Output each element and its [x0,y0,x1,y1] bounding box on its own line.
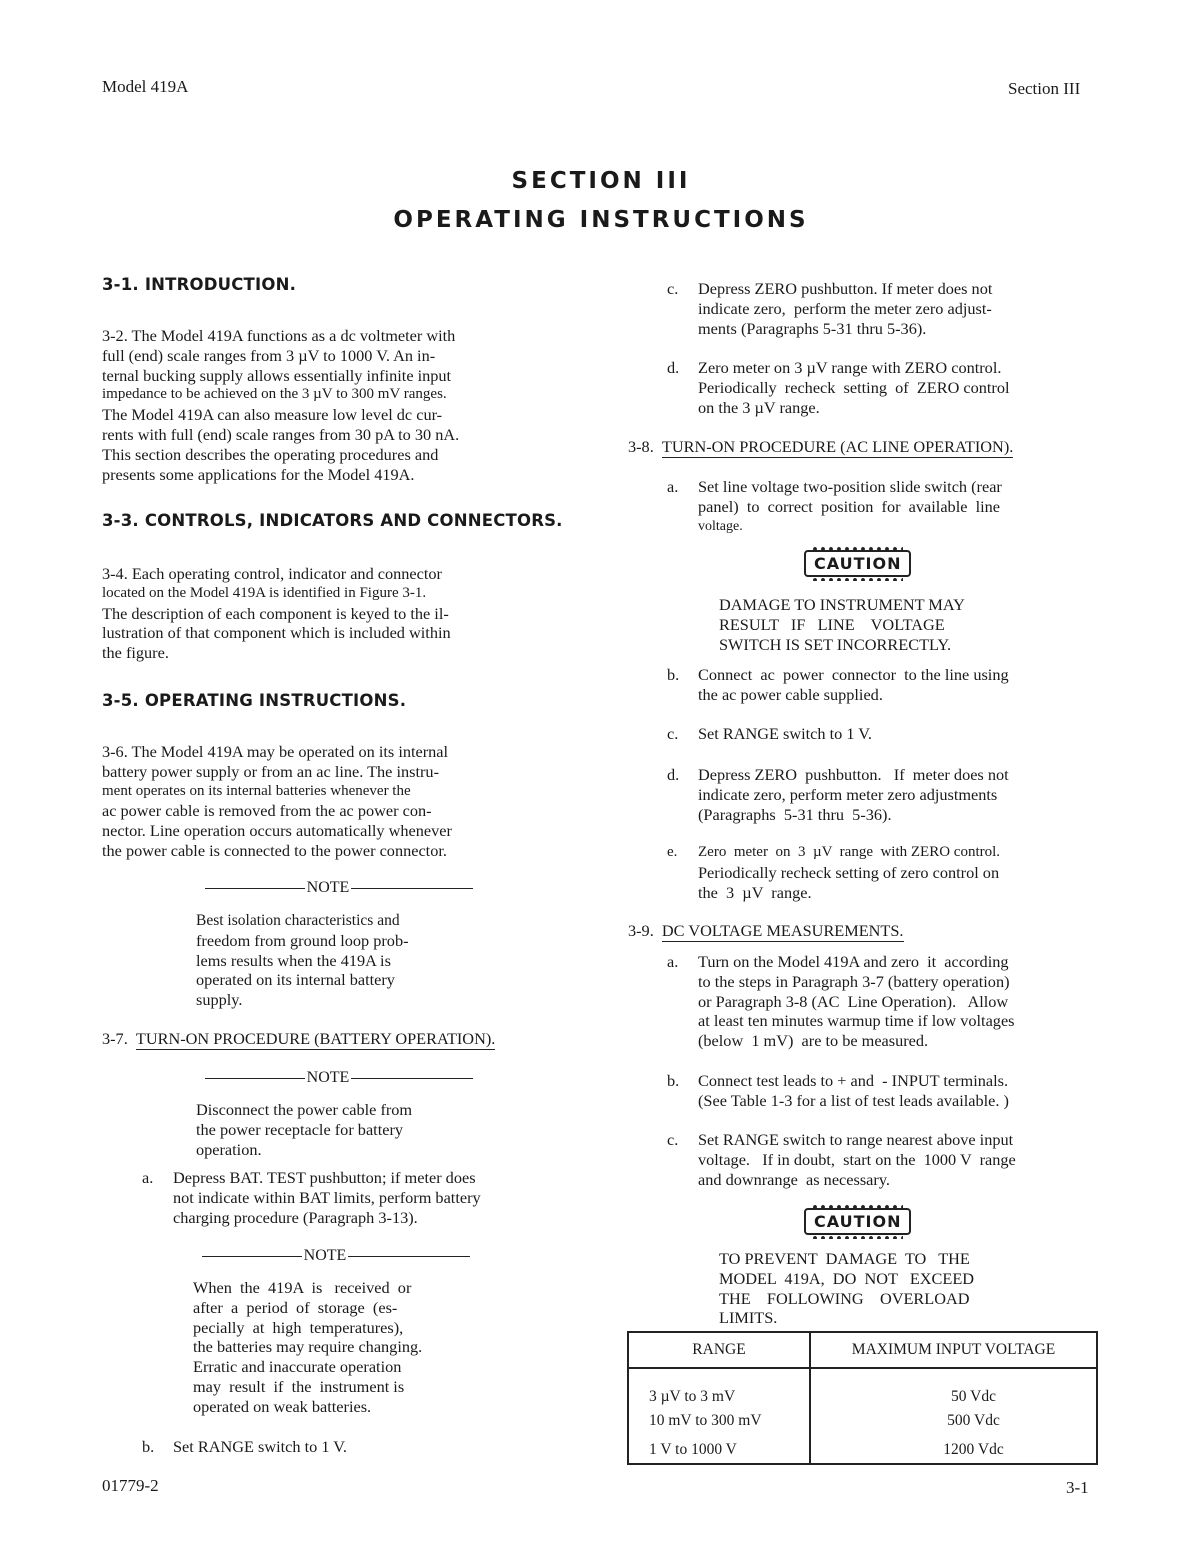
text-line: 3-4. Each operating control, indicator and connector [102,564,442,583]
text-line: indicate zero, perform meter zero adjustments [698,784,998,804]
text-line: Set RANGE switch to range nearest above input [698,1130,1014,1149]
text-line: The Model 419A can also measure low level dc cur- [102,405,443,425]
note-rule [205,888,305,889]
step-c-dc [667,1130,1112,1189]
note-label: NOTE [303,1247,347,1264]
step-a-line [667,477,1107,536]
text-line: LIMITS. [719,1308,778,1328]
text-line: (See Table 1-3 for a list of test leads available. ) [698,1090,1009,1110]
step-b-battery [142,1437,347,1457]
text-line: Turn on the Model 419A and zero it according [698,952,1009,971]
text-line: TO PREVENT DAMAGE TO THE [719,1249,970,1268]
range-cell: 1 V to 1000 V [628,1436,810,1464]
text-line: Set line voltage two-position slide switch (rear [698,477,1002,496]
max-voltage-cell: 50 Vdc [810,1368,1097,1406]
overload-limits-table [627,1331,1098,1465]
section-subtitle: OPERATING INSTRUCTIONS [393,207,809,233]
step-a-battery [142,1168,592,1227]
note-rule [202,1256,302,1257]
procedure-title: TURN-ON PROCEDURE (AC LINE OPERATION). [661,437,1014,456]
text-line: Periodically recheck setting of ZERO control [698,377,1010,397]
step-d-line [667,765,1107,824]
text-line: may result if the instrument is [193,1376,405,1396]
paragraph-number: 3-8. [628,437,654,456]
text-line: Connect test leads to + and - INPUT terminals. [698,1071,1009,1090]
text-line: DAMAGE TO INSTRUMENT MAY [719,595,965,614]
note-rule [351,1078,473,1079]
note-disconnect [196,1100,496,1159]
text-line: indicate zero, perform the meter zero adjust- [698,298,992,318]
step-label: c. [667,1130,679,1149]
column-header-range: RANGE [628,1332,810,1368]
text-line: impedance to be achieved on the 3 µV to 300 mV ranges. [102,386,447,403]
step-c-line [667,724,872,744]
text-line: at least ten minutes warmup time if low voltages [698,1011,1015,1031]
text-line: operated on weak batteries. [193,1396,372,1416]
note-rule [351,888,473,889]
text-line: Zero meter on 3 µV range with ZERO control. [698,358,1002,377]
header-model: Model 419A [102,77,189,96]
note-label: NOTE [306,1069,350,1086]
table-header-row [628,1332,1097,1368]
caution-badge: CAUTION [804,550,911,577]
text-line: the batteries may require changing. [193,1337,423,1357]
note-label: NOTE [306,879,350,896]
heading-controls: 3-3. CONTROLS, INDICATORS AND CONNECTORS. [102,511,563,530]
text-line: battery power supply or from an ac line. The instru- [102,761,439,781]
range-cell: 10 mV to 300 mV [628,1406,810,1436]
text-line: Erratic and inaccurate operation [193,1357,402,1377]
text-line: operated on its internal battery [196,970,395,990]
text-line: pecially at high temperatures), [193,1317,404,1337]
text-line: ments (Paragraphs 5-31 thru 5-36). [698,318,927,338]
text-line: or Paragraph 3-8 (AC Line Operation). Allow [698,991,1009,1011]
range-cell: 3 µV to 3 mV [628,1368,810,1406]
step-label: a. [667,952,679,971]
text-line: The description of each component is keyed to the il- [102,603,449,623]
text-line: MODEL 419A, DO NOT EXCEED [719,1268,975,1288]
text-line: supply. [196,990,243,1010]
table-row [628,1436,1097,1464]
step-label: b. [142,1437,155,1456]
text-line: ac power cable is removed from the ac power con- [102,801,432,821]
text-line: rents with full (end) scale ranges from 30 pA to 30 nA. [102,424,460,444]
text-line: the ac power cable supplied. [698,684,883,704]
caution-line-voltage [719,595,1019,654]
step-label: e. [667,844,678,860]
paragraph-3-4 [102,564,574,663]
note-rule [348,1256,470,1257]
paragraph-number: 3-9. [628,921,654,940]
note-rule [205,1078,305,1079]
table-row [628,1406,1097,1436]
procedure-3-9-heading [628,921,904,941]
text-line: not indicate within BAT limits, perform battery [173,1187,481,1207]
footer-page-number: 3-1 [1066,1478,1089,1497]
text-line: ternal bucking supply allows essentially infinite input [102,365,452,385]
text-line: after a period of storage (es- [193,1297,398,1317]
caution-overload [719,1249,1039,1328]
text-line: located on the Model 419A is identified in Figure 3-1. [102,584,427,601]
text-line: Connect ac power connector to the line using [698,665,1009,684]
note-isolation [196,911,496,1010]
procedure-title: DC VOLTAGE MEASUREMENTS. [661,921,904,940]
text-line: the power receptacle for battery [196,1119,404,1139]
text-line: This section describes the operating procedures and [102,444,439,464]
text-line: voltage. If in doubt, start on the 1000 V range [698,1149,1016,1169]
text-line: When the 419A is received or [193,1278,412,1297]
step-label: b. [667,1071,680,1090]
text-line: lustration of that component which is included within [102,623,451,643]
text-line: the figure. [102,643,169,663]
text-line: Depress ZERO pushbutton. If meter does not [698,765,1009,784]
text-line: freedom from ground loop prob- [196,930,409,950]
text-line: Depress BAT. TEST pushbutton; if meter does [173,1168,476,1187]
text-line: 3-2. The Model 419A functions as a dc voltmeter with [102,326,456,345]
procedure-3-8-heading [628,437,1013,457]
heading-operating-instructions: 3-5. OPERATING INSTRUCTIONS. [102,691,407,710]
note-batteries [193,1278,503,1417]
step-label: c. [667,724,679,743]
caution-badge: CAUTION [804,1208,911,1235]
step-e-line [667,843,1107,902]
text-line: Periodically recheck setting of zero control on [698,862,1000,882]
step-label: d. [667,358,680,377]
table-row [628,1368,1097,1406]
note-header [191,1247,481,1265]
max-voltage-cell: 1200 Vdc [810,1436,1097,1464]
text-line: Disconnect the power cable from [196,1100,413,1119]
footer-doc-number: 01779-2 [102,1476,159,1495]
note-header [194,879,484,897]
text-line: (Paragraphs 5-31 thru 5-36). [698,804,892,824]
text-line: operation. [196,1139,262,1159]
step-label: c. [667,279,679,298]
paragraph-number: 3-7. [102,1029,128,1048]
step-label: b. [667,665,680,684]
text-line: on the 3 µV range. [698,397,820,417]
text-line: the power cable is connected to the power connector. [102,840,447,860]
text-line: ment operates on its internal batteries whenever the [102,782,411,799]
paragraph-3-6 [102,742,574,861]
step-c-zero [667,279,1107,338]
text-line: Depress ZERO pushbutton. If meter does not [698,279,993,298]
max-voltage-cell: 500 Vdc [810,1406,1097,1436]
step-label: a. [142,1168,154,1187]
text-line: voltage. [698,518,743,534]
text-line: Set RANGE switch to 1 V. [173,1437,347,1456]
header-section: Section III [1008,79,1081,98]
text-line: nector. Line operation occurs automatically whenever [102,821,452,841]
text-line: Set RANGE switch to 1 V. [698,724,872,743]
text-line: charging procedure (Paragraph 3-13). [173,1207,418,1227]
step-label: a. [667,477,679,496]
procedure-3-7-heading [102,1029,495,1049]
paragraph-3-2 [102,326,574,484]
column-header-max-voltage: MAXIMUM INPUT VOLTAGE [810,1332,1097,1368]
section-title: SECTION III [511,168,691,194]
text-line: Zero meter on 3 µV range with ZERO control. [698,844,1001,860]
step-b-line [667,665,1107,705]
step-label: d. [667,765,680,784]
text-line: to the steps in Paragraph 3-7 (battery operation) [698,971,1010,991]
heading-introduction: 3-1. INTRODUCTION. [102,275,297,294]
text-line: panel) to correct position for available line [698,496,1000,516]
text-line: full (end) scale ranges from 3 µV to 1000 V. An in- [102,345,436,365]
step-a-dc [667,952,1112,1051]
text-line: presents some applications for the Model 419A. [102,464,415,484]
text-line: the 3 µV range. [698,882,812,902]
text-line: SWITCH IS SET INCORRECTLY. [719,634,952,654]
text-line: THE FOLLOWING OVERLOAD [719,1288,970,1308]
text-line: and downrange as necessary. [698,1169,890,1189]
text-line: lems results when the 419A is [196,950,391,970]
text-line: RESULT IF LINE VOLTAGE [719,614,945,634]
step-b-dc [667,1071,1112,1111]
note-header [194,1069,484,1087]
step-d-zero [667,358,1107,417]
step-line [142,1168,592,1188]
text-line: 3-6. The Model 419A may be operated on its internal [102,742,449,761]
text-line: (below 1 mV) are to be measured. [698,1031,929,1051]
text-line: Best isolation characteristics and [196,912,400,929]
procedure-title: TURN-ON PROCEDURE (BATTERY OPERATION). [135,1029,496,1048]
